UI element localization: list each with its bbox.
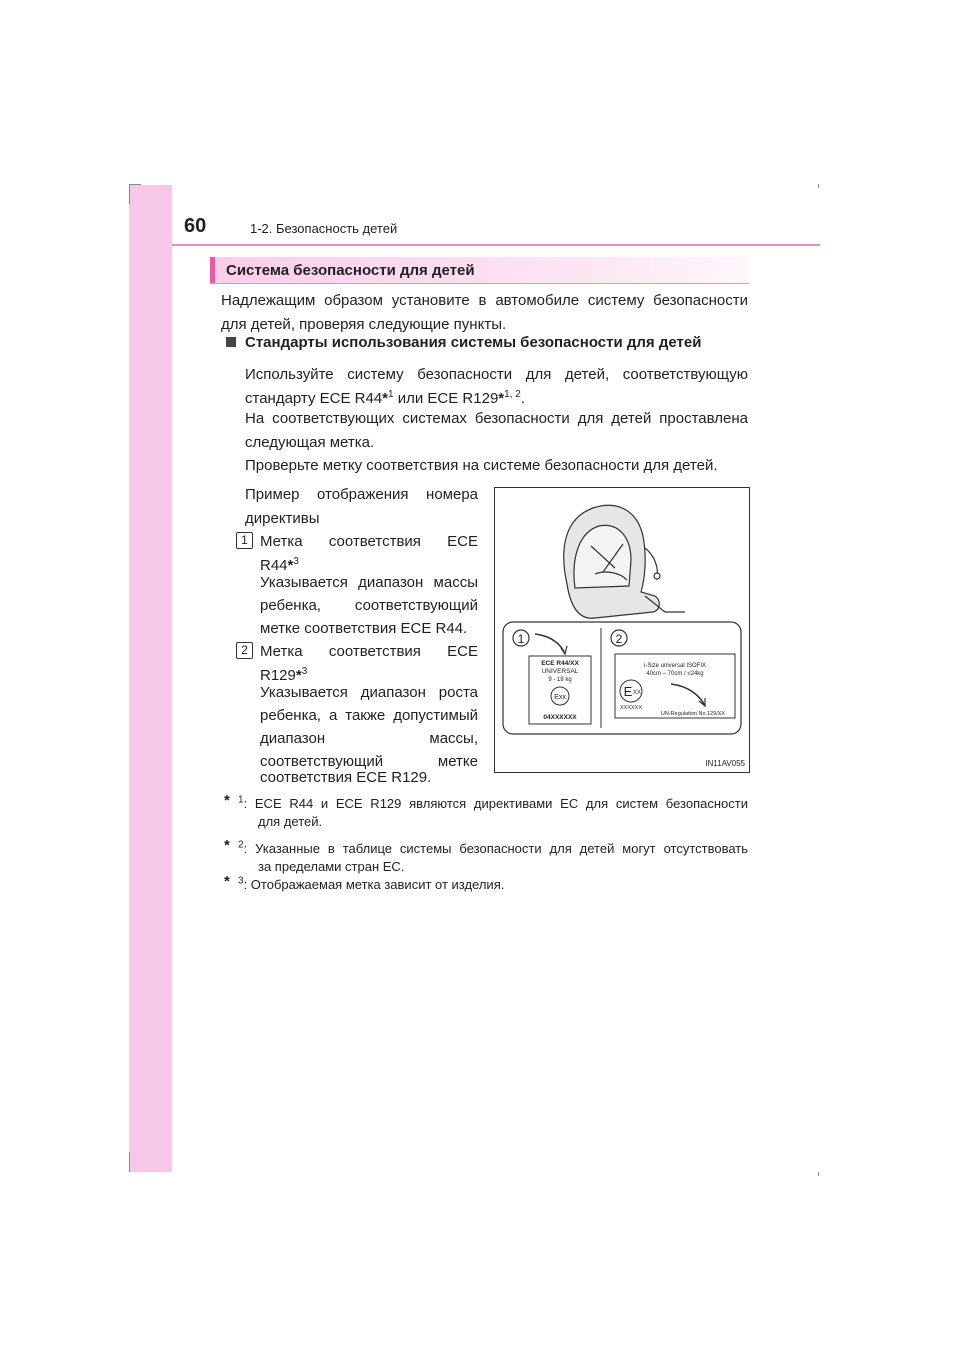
standards-p1-line1: Используйте систему безопасности для детей, соответствующую	[245, 366, 748, 383]
standards-p1-text-b: или ECE R129	[393, 390, 499, 407]
child-seat-label-illustration	[494, 487, 750, 773]
footnote-1-text: ECE R44 и ECE R129 являются директивами ЕС для систем безопасности	[254, 796, 748, 811]
label2-emark-sub: XX	[632, 690, 642, 696]
item2-title-r129: R129	[260, 667, 296, 684]
illustration-svg	[495, 488, 749, 772]
item2-desc-line3	[260, 727, 478, 751]
label1-line1: ECE R44/XX	[541, 660, 579, 667]
footnote-2-num: 2	[238, 839, 244, 851]
child-seat-drawing	[564, 505, 660, 618]
label2-line2: 40cm – 70cm / ≤24kg	[646, 671, 704, 677]
footnote-3-star: *	[224, 873, 230, 890]
example-line1: Пример отображения номера	[245, 486, 478, 503]
footnote-ref-1: 1	[388, 389, 394, 400]
standards-p3: Проверьте метку соответствия на системе безопасности для детей.	[245, 457, 718, 474]
item1-title-line1: Метка соответствия ECE	[260, 533, 478, 550]
footnote-3-text: Отображаемая метка зависит от изделия.	[250, 877, 505, 892]
crop-mark-top-left-h	[129, 184, 141, 185]
footnote-1-line2: для детей.	[258, 814, 323, 829]
intro-line-2: для детей, проверяя следующие пункты.	[221, 316, 507, 333]
item1-desc-line2: ребенка, соответствующий	[260, 597, 478, 614]
item-number-2-icon: 2	[236, 642, 253, 659]
section-accent	[210, 257, 215, 283]
crop-mark-bottom-right	[818, 1172, 819, 1176]
standards-heading	[226, 334, 701, 351]
label1-emark: Exx	[554, 694, 566, 701]
footnote-ref-3: 3	[293, 556, 299, 567]
footnote-1-star: *	[224, 792, 230, 809]
label1-code: 04XXXXXX	[543, 714, 577, 721]
label1-line2: UNIVERSAL	[541, 668, 579, 675]
item2-desc-line4a: соответствующий	[260, 753, 384, 770]
label2-code: XXXXXX	[619, 705, 643, 711]
asterisk-mark: *	[498, 390, 505, 407]
item2-desc-line2: ребенка, а также допустимый	[260, 707, 478, 724]
item1-desc-line3: метке соответствия ECE R44.	[260, 620, 468, 637]
asterisk-mark: *	[382, 390, 389, 407]
header-divider	[172, 244, 820, 246]
callout-1-text: 1	[517, 632, 525, 646]
label2-line1: i-Size universal ISOFIX	[643, 663, 707, 669]
footnote-2-text: Указанные в таблице системы безопасности для детей могут отсутствовать	[255, 841, 748, 856]
footnote-1-num: 1	[238, 794, 244, 806]
item2-desc-line5: соответствия ECE R129.	[260, 769, 432, 786]
section-heading-bar	[210, 257, 749, 284]
asterisk-mark: *	[287, 557, 294, 574]
standards-p1-text-a: стандарту ECE R44	[245, 390, 383, 407]
footnote-3-num: 3	[238, 875, 244, 887]
label2-reg: UN-Regulation No.129/XX	[660, 711, 726, 717]
label1-line3: 9 - 18 kg	[548, 677, 572, 683]
item2-desc-line3a: диапазон	[260, 730, 326, 747]
footnote-2-line1: $^2$: Указанные в таблице системы безопасности для детей могут отсутствовать	[238, 839, 748, 856]
footnote-3	[224, 873, 748, 894]
footnote-ref-1-2: 1, 2	[504, 389, 521, 400]
chapter-title: 1-2. Безопасность детей	[250, 221, 398, 236]
footnote-3-line1: $^3$: Отображаемая метка зависит от изделия.	[238, 875, 505, 892]
asterisk-mark: *	[295, 667, 302, 684]
item2-desc-line4b: метке	[437, 753, 478, 770]
callout-2-text: 2	[615, 632, 623, 646]
crop-mark-bottom-left-v	[129, 1152, 130, 1172]
section-title: Система безопасности для детей	[226, 262, 475, 279]
item2-title-line1: Метка соответствия ECE	[260, 643, 478, 660]
standards-heading-text: Стандарты использования системы безопасности для детей	[245, 334, 702, 351]
side-tab-band	[129, 185, 172, 1172]
footnote-1	[224, 792, 748, 831]
standards-p2-line1: На соответствующих системах безопасности для детей проставлена	[245, 410, 748, 427]
standards-p2-line2: следующая метка.	[245, 434, 375, 451]
figure-id: IN11AV055	[705, 759, 745, 768]
example-line2: директивы	[245, 510, 320, 527]
footnote-ref-3: 3	[301, 666, 308, 677]
footnote-1-line1: $^1$: ECE R44 и ECE R129 являются директивами ЕС для систем безопасности	[238, 794, 748, 811]
footnote-2	[224, 837, 748, 876]
item-number-1-icon: 1	[236, 532, 253, 549]
item1-desc-line1: Указывается диапазон массы	[260, 574, 478, 591]
label2-emark: E	[623, 684, 633, 699]
intro-line-1: Надлежащим образом установите в автомобиле систему безопасности	[221, 292, 748, 309]
item1-title-r44: R44	[260, 557, 288, 574]
footnote-2-star: *	[224, 837, 230, 854]
footnote-2-line2: за пределами стран ЕС.	[258, 859, 405, 874]
item2-desc-line3b: массы,	[429, 730, 478, 747]
item2-desc-line1: Указывается диапазон роста	[260, 684, 478, 701]
crop-mark-top-left-v	[129, 184, 130, 204]
standards-p1-text-c: .	[520, 390, 525, 407]
page-number: 60	[184, 215, 207, 237]
bullet-square-icon	[226, 337, 236, 347]
crop-mark-top-right	[818, 184, 819, 188]
